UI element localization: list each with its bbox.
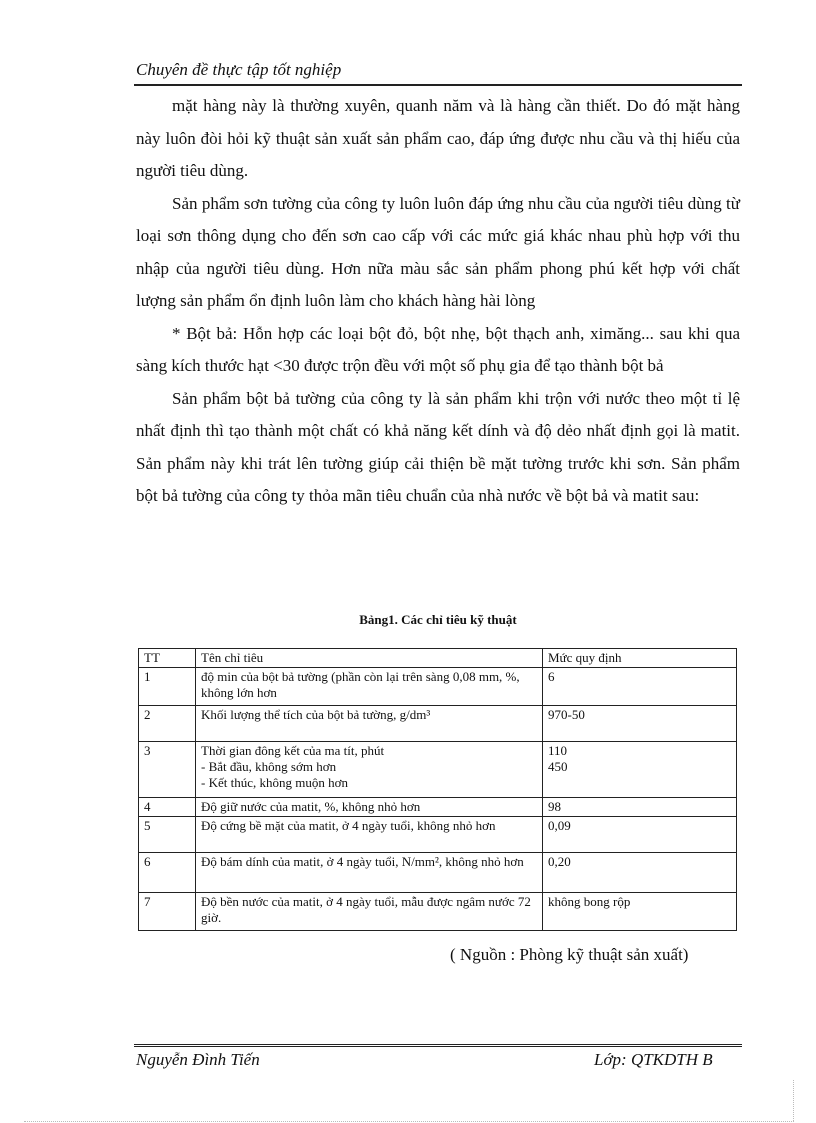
table-row: [139, 853, 737, 893]
paragraph-4: Sản phẩm bột bả tường của công ty là sản phẩm khi trộn với nước theo một tỉ lệ nhất định thì tạo thành một chất có khả năng kết dính và độ dẻo nhất định gọi là matit. Sản phẩm này khi trát lên tường giúp cải thiện bề mặt tường trước khi sơn. Sản phẩm bột bả tường của công ty thỏa mãn tiêu chuẩn của nhà nước về bột bả và matit sau:: [136, 388, 740, 505]
row-value: 0,20: [543, 853, 737, 893]
header-rule: [134, 84, 742, 86]
row-tt: 4: [139, 798, 196, 817]
row-value: 6: [543, 668, 737, 706]
paragraph-2: Sản phẩm sơn tường của công ty luôn luôn đáp ứng nhu cầu của người tiêu dùng từ loại sơn thông dụng cho đến sơn cao cấp với các mức giá khác nhau phù hợp với thu nhập của người tiêu dùng. Hơn nữa màu sắc sản phẩm phong phú kết hợp với chất lượng sản phẩm ổn định luôn làm cho khách hàng hài lòng: [136, 193, 740, 310]
table-header-row: [139, 649, 737, 668]
footer-author: Nguyễn Đình Tiến: [136, 1050, 260, 1069]
row-name: Khối lượng thể tích của bột bả tường, g/dm³: [196, 706, 543, 742]
footer-rule: [134, 1044, 742, 1047]
table-caption: Bảng1. Các chỉ tiêu kỹ thuật: [359, 612, 517, 627]
header-cell-value: Mức quy định: [543, 649, 737, 668]
footer-class: Lớp: QTKDTH B: [594, 1050, 713, 1069]
spec-table: [138, 648, 737, 931]
table-row: [139, 742, 737, 798]
header-cell-tt: TT: [139, 649, 196, 668]
table-row: [139, 668, 737, 706]
table-row: [139, 798, 737, 817]
row-tt: 7: [139, 893, 196, 931]
row-value: 0,09: [543, 817, 737, 853]
header-cell-name: Tên chỉ tiêu: [196, 649, 543, 668]
row-name: độ min của bột bả tường (phần còn lại trên sàng 0,08 mm, %, không lớn hơn: [196, 668, 543, 706]
row-name: Thời gian đông kết của ma tít, phút - Bắt đầu, không sớm hơn - Kết thúc, không muộn hơn: [196, 742, 543, 798]
paragraph-1: mặt hàng này là thường xuyên, quanh năm và là hàng cần thiết. Do đó mặt hàng này luôn đòi hỏi kỹ thuật sản xuất sản phẩm cao, đáp ứng được nhu cầu và thị hiếu của người tiêu dùng.: [136, 96, 740, 180]
row-tt: 1: [139, 668, 196, 706]
row-value: 98: [543, 798, 737, 817]
body-text: [136, 90, 740, 513]
row-value: 110 450: [543, 742, 737, 798]
table-row: [139, 893, 737, 931]
row-name: Độ bền nước của matit, ở 4 ngày tuổi, mẫu được ngâm nước 72 giờ.: [196, 893, 543, 931]
row-name: Độ giữ nước của matit, %, không nhỏ hơn: [196, 798, 543, 817]
paragraph-3: * Bột bả: Hỗn hợp các loại bột đỏ, bột nhẹ, bột thạch anh, ximăng... sau khi qua sàng kích thước hạt <30 được trộn đều với một số phụ gia để tạo thành bột bả: [136, 323, 740, 375]
page-edge-right: [793, 1080, 794, 1121]
header-title: Chuyên đề thực tập tốt nghiệp: [136, 60, 342, 79]
row-tt: 3: [139, 742, 196, 798]
row-value: không bong rộp: [543, 893, 737, 931]
table-row: [139, 706, 737, 742]
row-tt: 6: [139, 853, 196, 893]
row-value: 970-50: [543, 706, 737, 742]
row-tt: 5: [139, 817, 196, 853]
page-edge: [24, 1121, 794, 1122]
row-name: Độ cứng bề mặt của matit, ở 4 ngày tuổi, không nhỏ hơn: [196, 817, 543, 853]
row-tt: 2: [139, 706, 196, 742]
table-row: [139, 817, 737, 853]
source-note: ( Nguồn : Phòng kỹ thuật sản xuất): [450, 945, 689, 964]
row-name: Độ bám dính của matit, ở 4 ngày tuổi, N/mm², không nhỏ hơn: [196, 853, 543, 893]
